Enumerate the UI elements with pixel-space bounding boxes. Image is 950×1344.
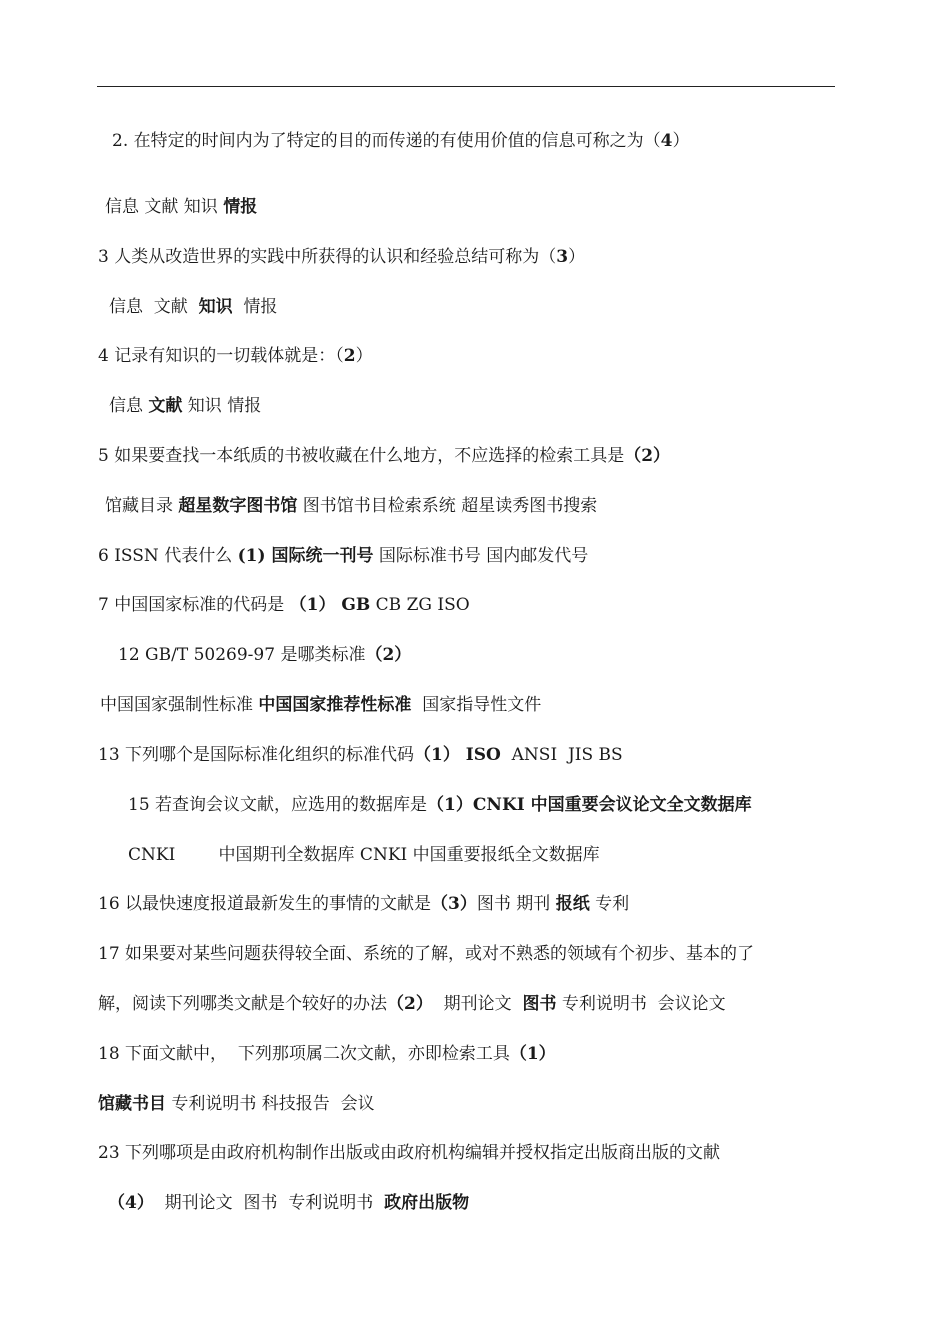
text-segment: 馆藏目录 [105,496,179,516]
text-segment: 专利说明书 科技报告 会议 [166,1094,375,1114]
q18-options [98,1093,375,1115]
text-segment: 7 中国国家标准的代码是 [98,595,290,615]
text-segment: 5 如果要查找一本纸质的书被收藏在什么地方，不应选择的检索工具是 [98,446,625,466]
q15-options [128,844,600,866]
answer-text: 馆藏书目 [98,1094,166,1114]
q4-options [109,395,261,417]
q23-question [98,1142,720,1164]
answer-text: 超星数字图书馆 [178,496,298,516]
text-segment: CNKI 中国期刊全数据库 CNKI 中国重要报纸全文数据库 [128,845,600,865]
text-segment: 信息 [109,396,149,416]
text-segment: 期刊论文 图书 专利说明书 [153,1193,385,1213]
answer-text: 报纸 [555,894,590,914]
answer-text: 2 [343,346,356,366]
answer-text: （1） ISO [414,745,501,765]
q2-question [112,130,689,152]
answer-text: 情报 [223,197,258,217]
answer-text: （3） [431,894,477,914]
text-segment: 15 若查询会议文献，应选用的数据库是 [128,795,428,815]
answer-text: 图书 [522,994,557,1014]
answer-text: （1） GB [289,595,371,615]
q3-options [109,296,277,318]
text-segment: 期刊论文 [432,994,523,1014]
text-segment: ） [355,346,373,366]
answer-text: （1） [509,1044,556,1064]
answer-text: （1）CNKI 中国重要会议论文全文数据库 [427,795,752,815]
text-segment: 23 下列哪项是由政府机构制作出版或由政府机构编辑并授权指定出版商出版的文献 [98,1143,721,1163]
text-segment: 4 记录有知识的一切载体就是：（ [98,346,344,366]
q15-question [128,794,752,816]
text-segment: ） [568,247,586,267]
text-segment: 13 下列哪个是国际标准化组织的标准代码 [98,745,415,765]
answer-text: 政府出版物 [384,1193,470,1213]
text-segment: 17 如果要对某些问题获得较全面、系统的了解，或对不熟悉的领域有个初步、基本的了 [98,944,755,964]
q23-options [108,1192,469,1214]
text-segment: ANSI JIS BS [500,745,623,765]
text-segment: 国家指导性文件 [411,695,542,715]
q12-question [118,644,411,666]
q18-question [98,1043,556,1065]
answer-text: (1) 国际统一刊号 [237,546,374,566]
q2-options [105,196,257,218]
answer-text: 4 [660,131,673,151]
answer-text: （2） [387,994,433,1014]
text-segment: 18 下面文献中， 下列那项属二次文献，亦即检索工具 [98,1044,510,1064]
answer-text: （4） [108,1193,154,1213]
text-segment: 6 ISSN 代表什么 [98,546,238,566]
q6-line [98,545,588,567]
text-segment: 3 人类从改造世界的实践中所获得的认识和经验总结可称为（ [98,247,557,267]
text-segment: 图书 期刊 [476,894,556,914]
text-segment: CB ZG ISO [370,595,470,615]
text-segment: 2. 在特定的时间内为了特定的目的而传递的有使用价值的信息可称之为（ [112,131,661,151]
q5-options [105,495,597,517]
q17-question [98,943,754,965]
header-rule [97,86,835,87]
text-segment: ） [672,131,690,151]
text-segment: 专利说明书 会议论文 [556,994,726,1014]
answer-text: （2） [624,446,671,466]
q5-question [98,445,670,467]
answer-text: 知识 [198,297,233,317]
answer-text: 3 [556,247,569,267]
answer-text: （2） [365,645,412,665]
text-segment: 中国国家强制性标准 [100,695,259,715]
text-segment: 12 GB/T 50269-97 是哪类标准 [118,645,366,665]
answer-text: 文献 [148,396,183,416]
q16-line [98,893,629,915]
text-segment: 解，阅读下列哪类文献是个较好的办法 [98,994,387,1014]
text-segment: 情报 [232,297,278,317]
text-segment: 图书馆书目检索系统 超星读秀图书搜索 [297,496,598,516]
text-segment: 信息 文献 [109,297,199,317]
q7-line [98,594,470,616]
text-segment: 国际标准书号 国内邮发代号 [373,546,589,566]
q12-options [100,694,541,716]
text-segment: 16 以最快速度报道最新发生的事情的文献是 [98,894,432,914]
answer-text: 中国国家推荐性标准 [258,695,412,715]
q3-question [98,246,585,268]
q13-line [98,744,623,766]
text-segment: 信息 文献 知识 [105,197,224,217]
q4-question [98,345,373,367]
text-segment: 知识 情报 [182,396,262,416]
text-segment: 专利 [589,894,630,914]
q17-continued [98,993,726,1015]
